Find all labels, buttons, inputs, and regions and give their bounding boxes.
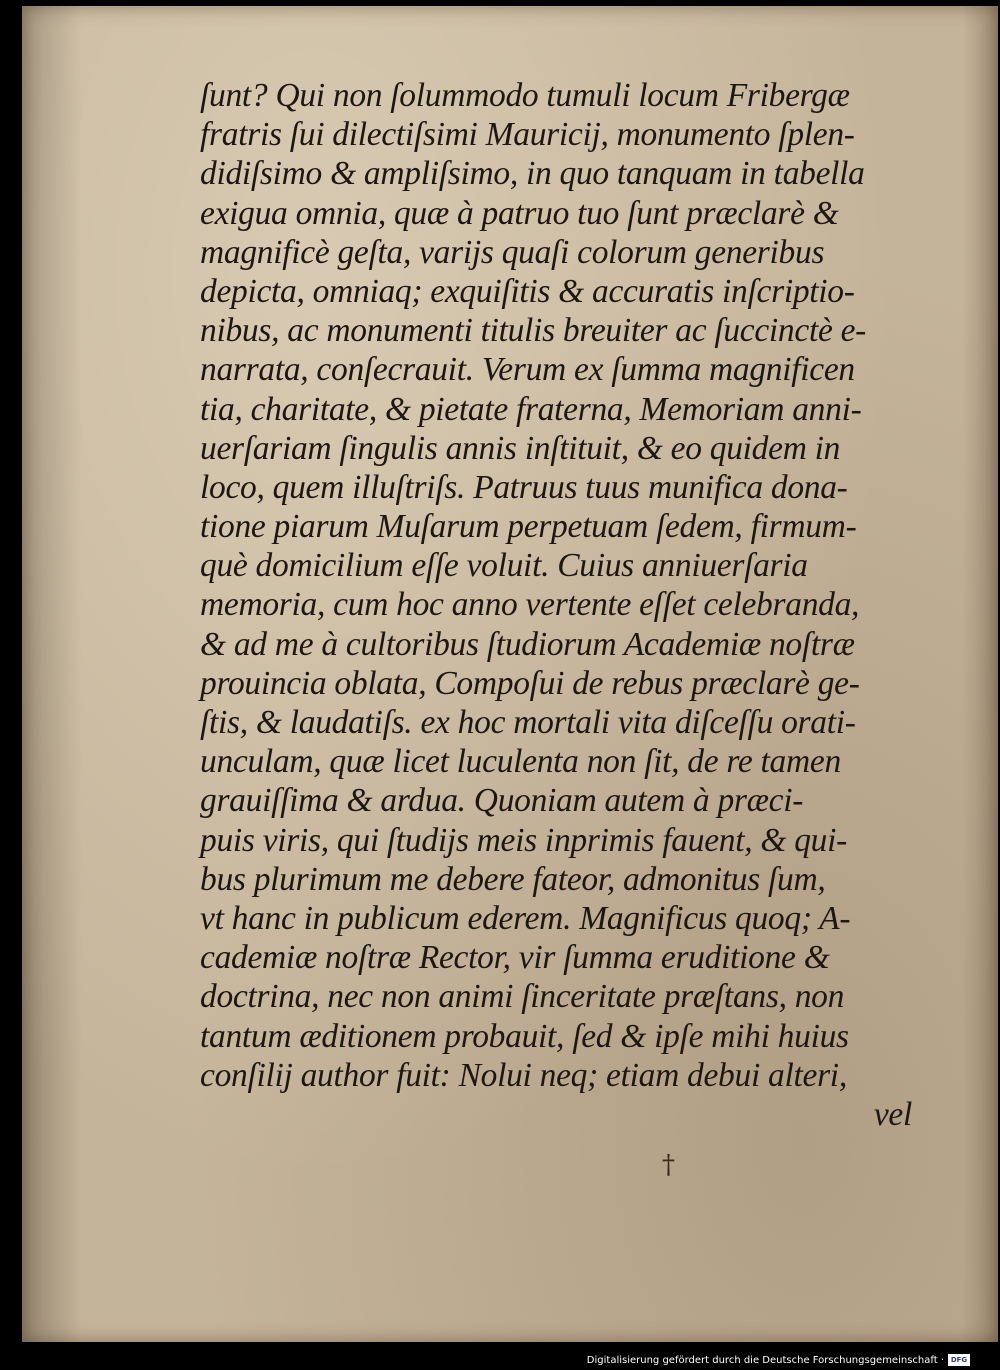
dfg-logo-icon [948, 1354, 970, 1366]
text-line: & ad me à cultoribus ſtudiorum Academiæ noſtræ [200, 625, 855, 663]
catchword: vel [873, 1095, 912, 1133]
text-line: què domicilium eſſe voluit. Cuius anniuerſaria [200, 547, 808, 585]
text-line: nibus, ac monumenti titulis breuiter ac ſuccinctè e- [200, 312, 867, 350]
text-line: exigua omnia, quæ à patruo tuo ſunt præclarè & [200, 194, 839, 232]
book-page [22, 6, 998, 1342]
text-line: ſunt? Qui non ſolummodo tumuli locum Fribergæ [200, 77, 850, 114]
text-line: puis viris, qui ſtudijs meis inprimis fauent, & qui- [200, 821, 847, 859]
signature-mark: † [662, 1150, 675, 1180]
text-line: loco, quem illuſtriſs. Patruus tuus munifica dona- [200, 468, 848, 506]
footer-credit: Digitalisierung gefördert durch die Deutsche Forschungsgemeinschaft · [586, 1354, 944, 1366]
page-text [200, 76, 920, 1134]
text-line: bus plurimum me debere fateor, admonitus ſum, [200, 860, 826, 898]
text-line: didiſsimo & ampliſsimo, in quo tanquam in tabella [200, 155, 865, 193]
text-line: ſtis, & laudatiſs. ex hoc mortali vita diſceſſu orati- [200, 704, 856, 741]
text-line: cademiæ noſtræ Rector, vir ſumma eruditione & [200, 939, 830, 977]
text-line: unculam, quæ licet luculenta non ſit, de re tamen [200, 743, 841, 781]
dfg-logo-text: DFG [950, 1355, 968, 1364]
digitization-footer [587, 1352, 970, 1368]
text-line: tantum æditionem probauit, ſed & ipſe mihi huius [200, 1017, 849, 1055]
text-line: grauiſſima & ardua. Quoniam autem à præci- [200, 782, 804, 820]
text-line: tione piarum Muſarum perpetuam ſedem, firmum- [200, 508, 857, 546]
text-line: depicta, omniaq; exquiſitis & accuratis inſcriptio- [200, 272, 855, 310]
text-line: conſilij author fuit: Nolui neq; etiam debui alteri, [200, 1056, 847, 1094]
text-line: fratris ſui dilectiſsimi Mauricij, monumento ſplen- [200, 116, 855, 154]
text-line: magnificè geſta, varijs quaſi colorum generibus [200, 233, 825, 271]
text-line: doctrina, nec non animi ſinceritate præſtans, non [200, 978, 845, 1016]
text-line: vt hanc in publicum ederem. Magnificus quoq; A- [200, 899, 851, 937]
text-line: narrata, conſecrauit. Verum ex ſumma magnificen [200, 351, 855, 389]
text-line: uerſariam ſingulis annis inſtituit, & eo quidem in [200, 429, 841, 467]
text-line: memoria, cum hoc anno vertente eſſet celebranda, [200, 586, 860, 624]
text-line: prouincia oblata, Compoſui de rebus præclarè ge- [200, 664, 860, 702]
text-line: tia, charitate, & pietate fraterna, Memoriam anni- [200, 390, 862, 428]
